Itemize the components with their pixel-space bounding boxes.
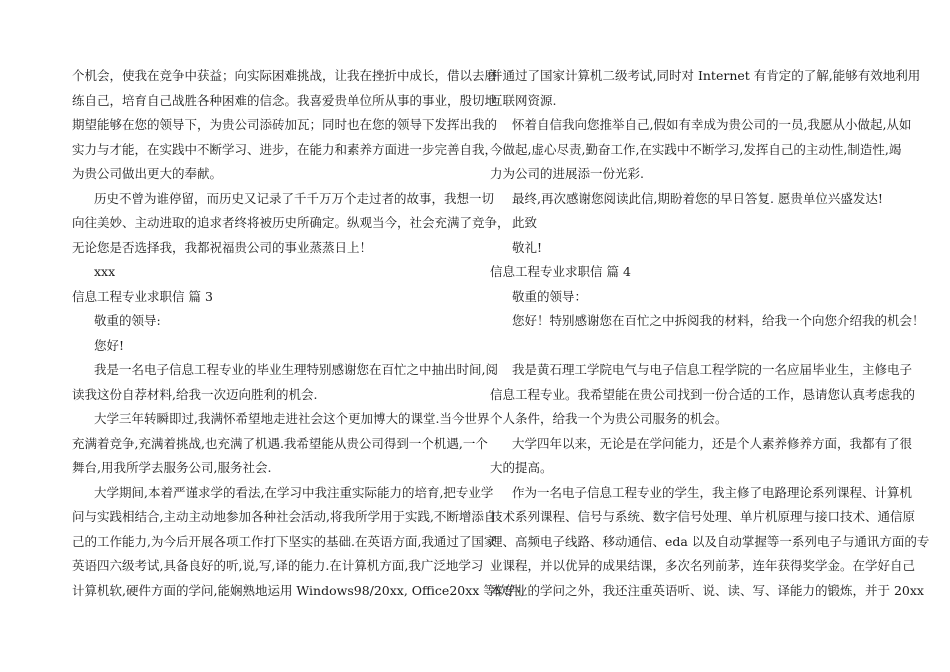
text-line: 您好！特别感谢您在百忙之中拆阅我的材料，给我一个向您介绍我的机会！ (512, 313, 925, 328)
text-line: 怀着自信我向您推举自己,假如有幸成为贵公司的一员,我愿从小做起,从如 (512, 117, 912, 132)
text-line: 大学期间,本着严谨求学的看法,在学习中我注重实际能力的培育,把专业学 (94, 484, 494, 500)
text-line: 大学三年转瞬即过,我满怀希望地走进社会这个更加博大的课堂.当今世界 (94, 411, 490, 426)
text-line: 个机会，使我在竞争中获益；向实际困难挑战，让我在挫折中成长，借以去磨 (72, 68, 498, 83)
text-line: 并通过了国家计算机二级考试,同时对 Internet 有肯定的了解,能够有效地利用 (490, 68, 921, 83)
text-line: 理、高频电子线路、移动通信、eda 以及自动掌握等一系列电子与通讯方面的专 (490, 533, 930, 549)
text-line: 无论您是否选择我，我都祝福贵公司的事业蒸蒸日上！ (72, 239, 373, 255)
text-line: 信息工程专业求职信 篇 4 (490, 264, 631, 279)
text-line: 您好! (94, 337, 125, 353)
text-line: 我是一名电子信息工程专业的毕业生理特别感谢您在百忙之中抽出时间,阅 (94, 362, 498, 377)
text-line: 技术系列课程、信号与系统、数字信号处理、单片机原理与接口技术、通信原 (490, 509, 916, 524)
text-line: 为贵公司做出更大的奉献。 (72, 166, 223, 181)
text-line: 向往美妙、主动进取的追求者终将被历史所确定。纵观当今，社会充满了竞争， (72, 215, 510, 230)
right-column (490, 64, 930, 603)
text-line: 实力与才能，在实践中不断学习、进步，在能力和素养方面进一步完善自我， (72, 141, 498, 157)
text-line: 敬重的领导： (512, 288, 588, 304)
text-line: 本专业的学问之外，我还注重英语听、说、读、写、译能力的锻炼，并于 20xx (490, 582, 924, 598)
text-line: 信息工程专业。我希望能在贵公司找到一份合适的工作，恳请您认真考虑我的 (490, 386, 916, 402)
text-line: 读我这份自荐材料,给我一次迈向胜利的机会. (72, 386, 318, 402)
text-line: 充满着竞争,充满着挑战,也充满了机遇.我希望能从贵公司得到一个机遇,一个 (72, 435, 488, 451)
text-line: 业课程，并以优异的成果结课，多次名列前茅，连年获得奖学金。在学好自己 (490, 558, 916, 573)
text-line: 敬重的领导: (94, 313, 161, 328)
text-line: 力为公司的进展添一份光彩. (490, 166, 644, 181)
text-line: 己的工作能力,为今后开展各项工作打下坚实的基础.在英语方面,我通过了国家 (72, 533, 497, 549)
text-line: 我是黄石理工学院电气与电子信息工程学院的一名应届毕业生，主修电子 (512, 362, 913, 377)
text-line: 英语四六级考试,具备良好的听,说,写,译的能力.在计算机方面,我广泛地学习 (72, 558, 484, 573)
text-line: 最终,再次感谢您阅读此信,期盼着您的早日答复. 愿贵单位兴盛发达! (512, 190, 883, 206)
text-line: 大的提高。 (490, 460, 553, 475)
text-line: 练自己，培育自己战胜各种困难的信念。我喜爱贵单位所从事的事业，殷切地 (72, 92, 498, 108)
text-line: 问与实践相结合,主动主动地参加各种社会活动,将我所学用于实践,不断增添自 (72, 509, 497, 524)
text-line: 期望能够在您的领导下，为贵公司添砖加瓦；同时也在您的领导下发挥出我的 (72, 117, 498, 132)
text-line: 计算机软,硬件方面的学问,能娴熟地运用 Windows98/20xx, Office20xx 等软件, (72, 582, 525, 598)
text-line: xxx (94, 264, 116, 279)
text-line (490, 334, 884, 359)
text-line: 今做起,虚心尽责,勤奋工作,在实践中不断学习,发挥自己的主动性,制造性,竭 (490, 141, 902, 157)
text-line: 舞台,用我所学去服务公司,服务社会. (72, 460, 272, 475)
text-line: 互联网资源. (490, 92, 557, 108)
text-line: 敬礼! (512, 239, 543, 255)
text-line: 个人条件，给我一个为贵公司服务的机会。 (490, 411, 728, 426)
text-line: 历史不曾为谁停留，而历史又记录了千千万万个走过者的故事，我想一切 (94, 190, 495, 206)
text-line: 大学四年以来，无论是在学问能力，还是个人素养修养方面，我都有了很 (512, 435, 913, 451)
text-line: 信息工程专业求职信 篇 3 (72, 288, 213, 304)
text-line: 此致 (512, 215, 538, 230)
text-line: 作为一名电子信息工程专业的学生，我主修了电路理论系列课程、计算机 (512, 484, 913, 500)
